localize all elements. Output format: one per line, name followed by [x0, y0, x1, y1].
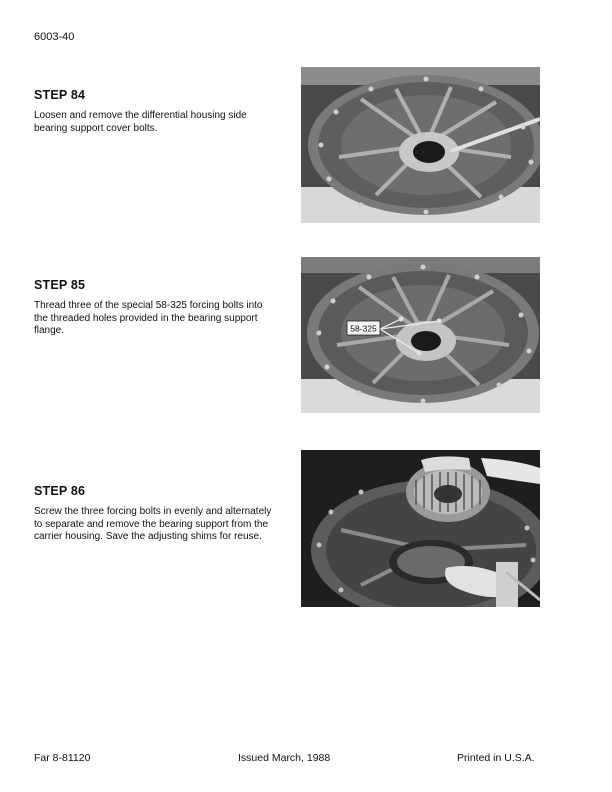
- footer-form-number: Far 8-81120: [34, 752, 91, 764]
- callout-58-325-label: 58-325: [350, 323, 377, 334]
- step-85: [34, 278, 274, 338]
- page-number: 6003-40: [34, 31, 75, 43]
- step-text: Thread three of the special 58-325 forcing bolts into the threaded holes provided in the bearing support flange.: [34, 300, 263, 337]
- step-title: STEP 86: [34, 484, 86, 498]
- photo-step-86: [301, 450, 540, 607]
- step-title: STEP 85: [34, 278, 86, 292]
- photo-step-84: [301, 67, 540, 223]
- step-86: [34, 484, 274, 544]
- step-title: STEP 84: [34, 88, 86, 102]
- footer-printed-in: Printed in U.S.A.: [457, 752, 535, 764]
- step-text: Screw the three forcing bolts in evenly and alternately to separate and remove the bearing support from the carrier housing. Save the adjusting shims for reuse.: [34, 506, 272, 543]
- step-text: Loosen and remove the differential housing side bearing support cover bolts.: [34, 110, 247, 134]
- step-84: [34, 88, 274, 135]
- photo-step-85: [301, 257, 540, 413]
- footer-issue-date: Issued March, 1988: [238, 752, 331, 764]
